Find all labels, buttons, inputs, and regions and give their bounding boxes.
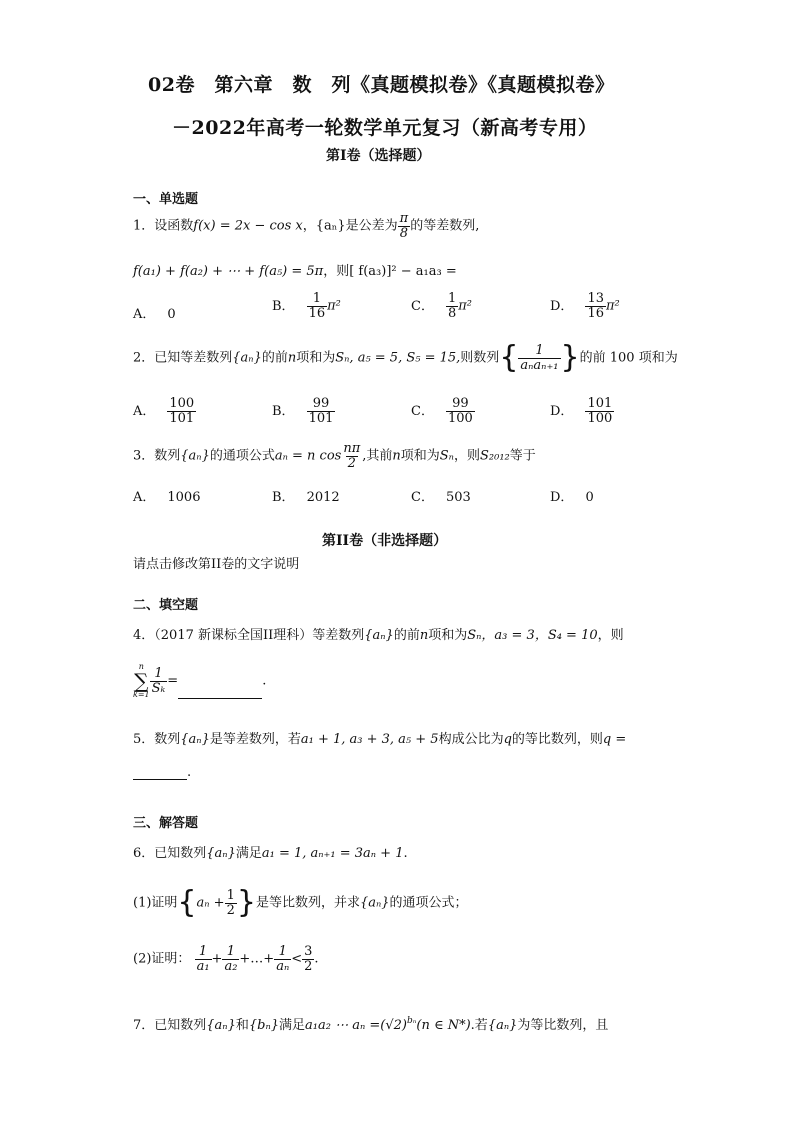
q1-function: f(x) = 2x − cos x <box>193 218 303 234</box>
q3-fraction: $\frac{n\pi}{2}$ <box>343 441 361 471</box>
q1-option-c[interactable]: C． $\frac{1}{8}$ π² <box>411 291 472 321</box>
question-6-line1: 6．已知数列{aₙ}满足a₁ = 1, aₙ₊₁ = 3aₙ + 1. <box>133 846 408 861</box>
section-fill-blank: 二、填空题 <box>133 598 199 613</box>
q1-tail: 的等差数列, <box>410 218 480 234</box>
document-title-line1: 02卷 第六章 数 列《真题模拟卷》《真题模拟卷》 <box>148 74 615 96</box>
document-title-line2: －2022年高考一轮数学单元复习（新高考专用） <box>172 117 598 139</box>
q1-fraction: $\frac{\pi}{8}$ <box>399 211 409 241</box>
q3-option-b[interactable]: B． 2012 <box>272 490 340 505</box>
question-2-line: 2．已知等差数列{aₙ}的前n项和为Sₙ, a₅ = 5, S₅ = 15,则数列{ $\frac{1}{\text{aₙaₙ₊₁}}$ }的前 100 项和为 <box>133 340 678 375</box>
section-solution: 三、解答题 <box>133 816 199 831</box>
q1-lead: 1．设函数 <box>133 218 194 234</box>
answer-blank-q4[interactable] <box>178 684 262 699</box>
question-1-line2 <box>133 260 457 279</box>
section-single-choice: 一、单选题 <box>133 192 199 207</box>
q2-option-a[interactable]: A． $\frac{100}{101}$ <box>133 396 195 426</box>
q1-option-b[interactable]: B． $\frac{1}{16}$ π² <box>272 291 341 321</box>
q3-option-a[interactable]: A． 1006 <box>133 490 201 505</box>
question-4-line2: n ∑ k=1 $\frac{1}{\text{Sₖ}}$ = . <box>133 662 267 699</box>
q1-mid: ，{aₙ}是公差为 <box>302 218 398 234</box>
part2-note: 请点击修改第II卷的文字说明 <box>133 557 300 572</box>
q1-option-d[interactable]: D． $\frac{13}{16}$ π² <box>550 291 620 321</box>
question-5-line2: . <box>133 765 191 780</box>
q1-condition: f(a₁) + f(a₂) + ⋯ + f(a₅) = 5π <box>133 264 324 279</box>
summation-sign: n ∑ k=1 <box>133 662 150 699</box>
question-1-line1 <box>133 212 479 240</box>
part2-heading: 第II卷（非选择题） <box>322 533 448 549</box>
question-7-line1: 7．已知数列{aₙ}和{bₙ}满足a₁a₂ ⋯ $a_n =(√2)^{b_n}(n$ ∈ N*).若{aₙ}为等比数列，且 <box>133 1016 609 1033</box>
q3-option-d[interactable]: D． 0 <box>550 490 594 505</box>
q2-option-c[interactable]: C． $\frac{99}{100}$ <box>411 396 473 426</box>
q1-option-a[interactable]: A． 0 <box>133 307 176 322</box>
question-6-part1: (1)证明{aₙ + $\frac{1}{2}$ }是等比数列，并求{aₙ}的通项公式； <box>133 885 468 920</box>
question-3-line: 3．数列{aₙ}的通项公式aₙ = n cos $\frac{n\pi}{2}$ ,其前n项和为Sₙ，则S₂₀₁₂等于 <box>133 441 536 471</box>
q2-fraction: $\frac{1}{\text{aₙaₙ₊₁}}$ <box>520 342 559 373</box>
question-6-part2: (2)证明： $\frac{1}{\text{a₁}}$ + $\frac{1}{\text{a₂}}$ +…+ $\frac{1}{\text{aₙ}}$ < $\frac{3}{2}$ . <box>133 944 319 974</box>
part1-heading: 第I卷（选择题） <box>326 148 431 164</box>
question-5-line1: 5．数列{aₙ}是等差数列，若a₁ + 1, a₃ + 3, a₅ + 5构成公比为q的等比数列，则q = <box>133 732 627 747</box>
q2-option-b[interactable]: B． $\frac{99}{101}$ <box>272 396 334 426</box>
q1-ask: ，则[ f(a₃)]² − a₁a₃ = <box>323 264 457 279</box>
q3-option-c[interactable]: C． 503 <box>411 490 471 505</box>
answer-blank-q5[interactable] <box>133 767 187 780</box>
question-4-line1: 4．（2017 新课标全国II理科）等差数列{aₙ}的前n项和为Sₙ，a₃ = 3，S₄ = 10，则 <box>133 628 624 643</box>
q2-option-d[interactable]: D． $\frac{101}{100}$ <box>550 396 613 426</box>
